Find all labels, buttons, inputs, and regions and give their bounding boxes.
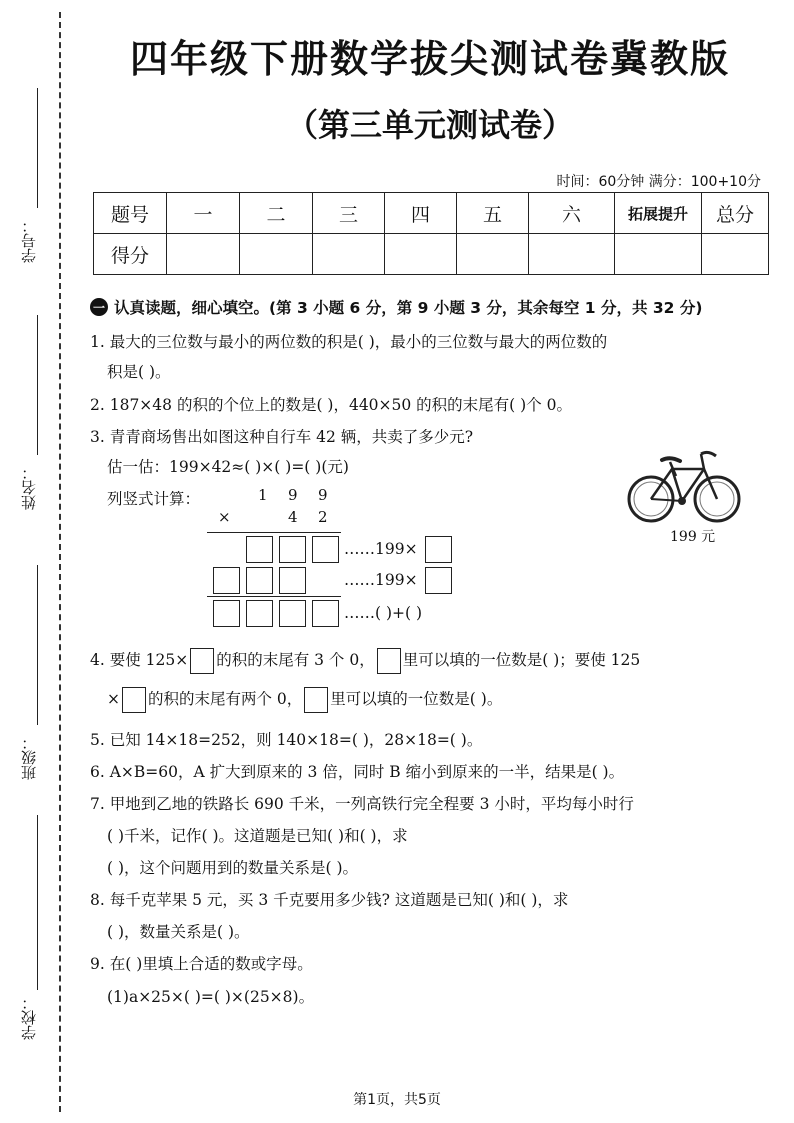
question-9-line2: (1)a×25×( )=( )×(25×8)。 bbox=[107, 988, 315, 1006]
student-id-line bbox=[37, 88, 38, 208]
table-cell: 四 bbox=[385, 193, 457, 234]
answer-box[interactable] bbox=[304, 687, 328, 713]
name-label: 姓名： bbox=[20, 465, 38, 510]
answer-box[interactable] bbox=[213, 600, 240, 627]
table-cell: 五 bbox=[457, 193, 529, 234]
table-cell: 二 bbox=[240, 193, 313, 234]
multiplicand-digit: 1 bbox=[258, 486, 268, 504]
answer-box[interactable] bbox=[213, 567, 240, 594]
score-input-cell[interactable] bbox=[385, 234, 457, 275]
question-3-vertical-label: 列竖式计算： bbox=[107, 490, 201, 508]
section-title: 认真读题，细心填空。(第 3 小题 6 分，第 9 小题 3 分，其余每空 1 分，共 32 分) bbox=[114, 299, 703, 317]
page-subtitle: （第三单元测试卷） bbox=[285, 106, 574, 144]
text-span: 4. 要使 125× bbox=[90, 651, 189, 669]
answer-box[interactable] bbox=[246, 600, 273, 627]
table-cell: 拓展提升 bbox=[615, 193, 702, 234]
class-line bbox=[37, 565, 38, 725]
class-label: 班级： bbox=[20, 735, 38, 780]
score-table-score-row bbox=[94, 234, 769, 275]
answer-box[interactable] bbox=[246, 567, 273, 594]
question-7-line1: 7. 甲地到乙地的铁路长 690 千米，一列高铁行完全程要 3 小时，平均每小时行 bbox=[90, 795, 634, 813]
question-7-line2: ( )千米，记作( )。这道题是已知( )和( )，求 bbox=[107, 827, 408, 845]
sum-label: ……( )+( ) bbox=[344, 604, 423, 622]
score-table bbox=[93, 192, 769, 275]
text-span: × bbox=[107, 690, 120, 708]
answer-box[interactable] bbox=[190, 648, 214, 674]
table-cell: 三 bbox=[313, 193, 385, 234]
question-1-line2: 积是( )。 bbox=[107, 363, 171, 381]
calc-line bbox=[207, 532, 341, 533]
text-span: 的积的末尾有两个 0， bbox=[148, 690, 303, 708]
score-input-cell[interactable] bbox=[702, 234, 769, 275]
question-2: 2. 187×48 的积的个位上的数是( )，440×50 的积的末尾有( )个 0。 bbox=[90, 396, 572, 414]
answer-box[interactable] bbox=[377, 648, 401, 674]
multiplier-digit: 2 bbox=[318, 508, 328, 526]
text-span: 里可以填的一位数是( )。 bbox=[330, 690, 503, 708]
answer-box[interactable] bbox=[425, 536, 452, 563]
table-cell: 得分 bbox=[94, 234, 167, 275]
score-table-header-row bbox=[94, 193, 769, 234]
question-5: 5. 已知 14×18=252，则 140×18=( )，28×18=( )。 bbox=[90, 731, 483, 749]
question-8-line1: 8. 每千克苹果 5 元，买 3 千克要用多少钱? 这道题是已知( )和( )，求 bbox=[90, 891, 569, 909]
table-cell: 六 bbox=[529, 193, 615, 234]
question-3-estimate: 估一估：199×42≈( )×( )=( )(元) bbox=[107, 458, 349, 476]
name-line bbox=[37, 315, 38, 455]
question-1-line1: 1. 最大的三位数与最小的两位数的积是( )，最小的三位数与最大的两位数的 bbox=[90, 333, 608, 351]
table-cell: 总分 bbox=[702, 193, 769, 234]
bicycle-price: 199 元 bbox=[670, 529, 716, 545]
question-4-line1 bbox=[90, 648, 640, 674]
multiplicand-digit: 9 bbox=[288, 486, 298, 504]
times-sign: × bbox=[218, 508, 231, 526]
score-input-cell[interactable] bbox=[615, 234, 702, 275]
score-input-cell[interactable] bbox=[167, 234, 240, 275]
question-3-line1: 3. 青青商场售出如图这种自行车 42 辆，共卖了多少元? bbox=[90, 428, 474, 446]
question-8-line2: ( )，数量关系是( )。 bbox=[107, 923, 250, 941]
answer-box[interactable] bbox=[312, 536, 339, 563]
multiplicand-digit: 9 bbox=[318, 486, 328, 504]
answer-box[interactable] bbox=[312, 600, 339, 627]
question-6: 6. A×B=60，A 扩大到原来的 3 倍，同时 B 缩小到原来的一半，结果是( )。 bbox=[90, 763, 625, 781]
school-line bbox=[37, 815, 38, 990]
table-cell: 一 bbox=[167, 193, 240, 234]
section-header bbox=[90, 296, 702, 318]
question-9-line1: 9. 在( )里填上合适的数或字母。 bbox=[90, 955, 313, 973]
text-span: 里可以填的一位数是( )；要使 125 bbox=[402, 651, 641, 669]
answer-box[interactable] bbox=[279, 536, 306, 563]
binding-dashed-line bbox=[59, 12, 61, 1112]
text-span: 的积的末尾有 3 个 0， bbox=[216, 651, 375, 669]
answer-box[interactable] bbox=[122, 687, 146, 713]
answer-box[interactable] bbox=[279, 567, 306, 594]
partial-product-label-1: ……199× bbox=[344, 540, 418, 558]
score-input-cell[interactable] bbox=[313, 234, 385, 275]
score-input-cell[interactable] bbox=[457, 234, 529, 275]
student-id-label: 学号： bbox=[20, 218, 38, 263]
multiplier-digit: 4 bbox=[288, 508, 298, 526]
section-number-icon: 一 bbox=[90, 298, 108, 316]
school-label: 学校： bbox=[20, 995, 38, 1040]
question-4-line2 bbox=[107, 687, 502, 713]
answer-box[interactable] bbox=[246, 536, 273, 563]
time-score-info: 时间：60分钟 满分：100+10分 bbox=[556, 174, 761, 190]
score-input-cell[interactable] bbox=[529, 234, 615, 275]
table-cell: 题号 bbox=[94, 193, 167, 234]
page-number: 第1页，共5页 bbox=[353, 1092, 441, 1108]
question-7-line3: ( )，这个问题用到的数量关系是( )。 bbox=[107, 859, 359, 877]
answer-box[interactable] bbox=[279, 600, 306, 627]
calc-line bbox=[207, 596, 341, 597]
bicycle-illustration bbox=[624, 444, 746, 526]
partial-product-label-2: ……199× bbox=[344, 571, 418, 589]
score-input-cell[interactable] bbox=[240, 234, 313, 275]
answer-box[interactable] bbox=[425, 567, 452, 594]
page-title: 四年级下册数学拔尖测试卷冀教版 bbox=[129, 37, 730, 81]
